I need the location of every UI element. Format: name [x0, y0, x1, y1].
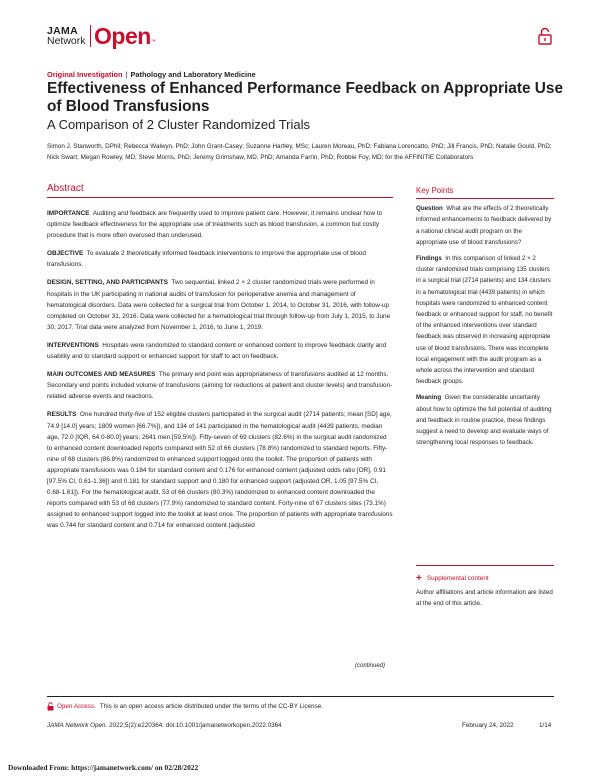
- abstract-text: Auditing and feedback are frequently used to improve patient care. However, it remains unclear how to optimize feedback effectiveness for the appropriate use of treatments such as blood transfusion, a common but costly procedure that is more often overused than underused.: [47, 210, 383, 240]
- abstract-text: Two sequential, linked 2 × 2 cluster randomized trials were performed in hospitals in the UK participating in national audits of transfusion for perioperative anemia and management of hematological disorders. Data were collected for a surgical trial from October 1, 2014, to October 31, 2016, with follow-up completed on October 31, 2016. Data were collected for a hematological trial through follow-up from July 1, 2015, to June 30, 2017. Trial data were analyzed from November 1, 2016, to June 1, 2019.: [47, 279, 391, 331]
- abstract-rule: [47, 197, 393, 198]
- open-access-label: Open Access.: [57, 703, 96, 710]
- article-section: [47, 70, 256, 79]
- abstract-label: INTERVENTIONS: [47, 341, 99, 349]
- page-number: 1/14: [539, 722, 552, 729]
- key-points-rule: [416, 198, 554, 199]
- key-point-label: Meaning: [416, 394, 442, 402]
- logo-trademark: ™: [150, 39, 156, 45]
- article-subtitle: A Comparison of 2 Cluster Randomized Trials: [47, 117, 311, 132]
- article-type: Original Investigation: [47, 70, 123, 79]
- logo-open: Open: [94, 22, 151, 49]
- abstract-text: One hundred thirty-five of 152 eligible clusters participated in the surgical audit (2714 patients; mean [SD] age, 74.9 [14.0] years; 1809 women [66.7%]), and 134 of 141 participated in the hematological audit (4439 patients; median age, 72.0 [IQR, 64.0-80.0] years; 2641 men [59.5%]). Fifty-seven of 69 clusters (82.6%) in the surgical audit randomized to enhanced content downloaded reports compared with 52 of 66 clusters (78.8%) randomized to standard reports. Fifty-nine of 68 clusters (86.8%) randomized to enhanced support logged onto the toolkit. The proportion of patients with appropriate transfusions was 0.184 for standard content and 0.176 for enhanced content (adjusted odds ratio [OR], 0.91 [97.5% CI, 0.61-1.36]) and 0.181 for standard support and 0.180 for enhanced support (adjusted OR, 1.05 [97.5% CI, 0.68-1.61]). For the hematological audit, 53 of 66 clusters (80.3%) randomized to enhanced content downloaded the reports compared with 53 of 68 clusters (77.9%) randomized to standard content. Forty-nine of 67 clusters sites (73.1%) assigned to enhanced support logged into the toolkit at least once. The proportion of patients with appropriate transfusions was 0.744 for standard content and 0.714 for enhanced content (adjusted: [47, 411, 393, 530]
- abstract-heading: Abstract: [47, 183, 84, 194]
- logo-network: Network: [47, 35, 86, 47]
- citation: [47, 722, 282, 729]
- abstract-text: Hospitals were randomized to standard content or enhanced content to improve feedback clarity and usability and to standard support or enhanced support for staff to act on feedback.: [47, 341, 387, 361]
- download-stamp: Downloaded From: https://jamanetwork.com/ on 02/28/2022: [8, 763, 199, 772]
- logo-divider: [90, 25, 92, 47]
- affiliations-note: Author affiliations and article information are listed at the end of this article.: [416, 589, 553, 607]
- abstract-design: [47, 277, 393, 332]
- abstract-label: IMPORTANCE: [47, 210, 90, 217]
- journal-logo: [47, 21, 156, 51]
- key-point-label: Question: [416, 205, 443, 213]
- logo-jama: JAMA: [47, 25, 78, 37]
- supplemental-content-link[interactable]: [416, 573, 489, 584]
- key-point-meaning: [416, 392, 554, 448]
- key-point-text: What are the effects of 2 theoretically informed enhancements to feedback delivered by a national clinical audit program on the appropriate use of blood transfusions?: [416, 205, 552, 246]
- key-point-question: [416, 203, 554, 248]
- article-title: Effectiveness of Enhanced Performance Feedback on Appropriate Use of Blood Transfusions: [47, 80, 564, 115]
- supplemental-rule: [416, 565, 554, 566]
- key-point-label: Findings: [416, 255, 442, 263]
- abstract-label: RESULTS: [47, 411, 77, 419]
- section-separator: |: [125, 70, 128, 79]
- abstract-label: OBJECTIVE: [47, 250, 84, 258]
- abstract-results: [47, 409, 393, 531]
- publication-date: February 24, 2022: [462, 722, 514, 729]
- footer-rule: [47, 696, 554, 697]
- open-access-icon: [47, 702, 54, 711]
- citation-text: 2022;5(2):e220364. doi:10.1001/jamanetworkopen.2022.0364: [109, 722, 282, 729]
- open-access-text: This is an open access article distributed under the terms of the CC-BY License.: [99, 703, 324, 710]
- open-access-note: [47, 702, 323, 711]
- supplemental-label: Supplemental content: [426, 575, 489, 582]
- abstract-outcomes: [47, 369, 393, 402]
- abstract-body: [47, 208, 393, 538]
- author-list: Simon J. Stanworth, DPhil; Rebecca Walwyn, PhD; John Grant-Casey; Suzanne Hartley, MSc; Lauren Moreau, PhD; Fabiana Lorencatto, PhD; Jill Francis, PhD; Natalie Gould, PhD; Nick Swart; Megan Rowley, MD; Steve Morris, PhD; Jeremy Grimshaw, MD, PhD; Amanda Farrin, PhD; Robbie Foy, MD; for the AFFINITIE Collaborators: [47, 143, 552, 161]
- open-lock-icon: [538, 27, 552, 45]
- logo-wordmark: [47, 26, 86, 46]
- key-point-findings: [416, 253, 554, 387]
- abstract-label: DESIGN, SETTING, AND PARTICIPANTS: [47, 279, 168, 287]
- plus-icon: +: [416, 573, 422, 584]
- abstract-label: MAIN OUTCOMES AND MEASURES: [47, 371, 156, 379]
- key-point-text: In this comparison of linked 2 × 2 cluster randomized trials comprising 135 clusters in a surgical trial (2714 patients) and 134 clusters in a hematological trial (4439 patients) in which hospitals were randomized to enhanced content feedback or enhanced support for staff, no benefit of the enhanced interventions over standard feedback was observed in increasing appropriate use of blood transfusions. There was incomplete local engagement with the audit program as a whole across the intervention and standard feedback groups.: [416, 255, 553, 386]
- abstract-objective: [47, 248, 393, 270]
- abstract-text: To evaluate 2 theoretically informed feedback interventions to improve the appropriate use of blood transfusions.: [47, 250, 366, 269]
- abstract-interventions: [47, 340, 393, 362]
- key-points-box: [416, 185, 554, 453]
- article-topic: Pathology and Laboratory Medicine: [130, 70, 256, 79]
- continued-note: (continued): [355, 663, 386, 669]
- key-points-heading: Key Points: [416, 186, 454, 195]
- key-point-text: Given the considerable uncertainty about how to optimize the full potential of auditing and feedback in routine practice, these findings suggest a need to develop and evaluate ways of strengthening local responses to feedback.: [416, 394, 552, 447]
- abstract-text: The primary end point was appropriateness of transfusions audited at 12 months. Secondary end points included volume of transfusions (aiming for reductions at patient and cluster levels) and transfusion-related adverse events and reactions.: [47, 371, 393, 401]
- journal-name: JAMA Network Open.: [47, 722, 108, 729]
- abstract-importance: [47, 208, 393, 241]
